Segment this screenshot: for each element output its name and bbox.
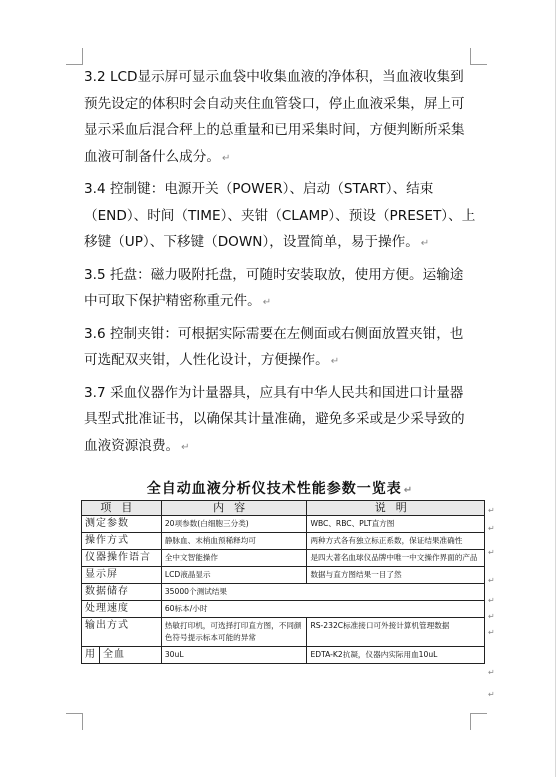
page-edge <box>555 0 556 777</box>
row-item: 处理速度 <box>82 601 162 618</box>
row-group: 用 <box>82 647 100 664</box>
row-note: EDTA-K2抗凝，仪器内实际用血10uL <box>307 647 485 664</box>
paragraph-3-7 <box>84 380 476 462</box>
header-content: 内容 <box>161 501 307 516</box>
crop-mark-top-left <box>66 48 83 65</box>
table-row <box>82 601 485 618</box>
table-row <box>82 584 485 601</box>
row-item: 全血 <box>100 647 162 664</box>
table-row <box>82 533 485 550</box>
paragraph-mark: ↵ <box>181 441 190 453</box>
spec-table <box>81 500 485 664</box>
row-content: 热敏打印机，可选择打印直方图，不同颜色符号提示标本可能的异常 <box>161 618 307 647</box>
row-note: 数据与直方图结果一目了然 <box>307 567 485 584</box>
row-content: 30uL <box>161 647 307 664</box>
table-row <box>82 567 485 584</box>
row-item: 操作方式 <box>82 533 162 550</box>
paragraph-mark: ↵ <box>262 297 272 308</box>
paragraph-3-2 <box>84 64 476 172</box>
table-row <box>82 618 485 647</box>
row-end-mark: ↵ <box>488 612 495 621</box>
row-item: 数据储存 <box>82 584 162 601</box>
table-title <box>84 478 476 498</box>
paragraph-text: 3.7 采血仪器作为计量器具，应具有中华人民共和国进口计量器具型式批准证书，以确保其计量准确，避免多采或是少采导致的血液资源浪费。 <box>84 384 465 454</box>
row-content: 全中文智能操作 <box>161 550 307 567</box>
row-end-mark: ↵ <box>488 506 495 515</box>
row-note: 两种方式各有独立标正系数，保证结果准确性 <box>307 533 485 550</box>
table-row <box>82 550 485 567</box>
row-item: 输出方式 <box>82 618 162 647</box>
row-end-mark: ↵ <box>488 524 495 533</box>
row-end-mark: ↵ <box>488 668 495 677</box>
paragraph-mark: ↵ <box>403 485 414 496</box>
crop-mark-bottom-left <box>66 713 83 730</box>
paragraph-text: 3.2 LCD显示屏可显示血袋中收集血液的净体积，当血液收集到预先设定的体积时会自动夹住血管袋口，停止血液采集，屏上可显示采血后混合秤上的总重量和已用采集时间，方便判断所采集血液可制备什么成分。 <box>84 69 465 165</box>
row-item: 测定参数 <box>82 516 162 533</box>
row-note: RS-232C标准接口可外接计算机管理数据 <box>307 618 485 647</box>
row-content: 20项参数(白细胞三分类) <box>161 516 307 533</box>
paragraph-3-5 <box>84 262 476 317</box>
table-row <box>82 647 485 664</box>
row-end-mark: ↵ <box>488 596 495 605</box>
paragraph-3-4 <box>84 176 476 258</box>
paragraph-mark: ↵ <box>221 152 231 164</box>
paragraph-3-6 <box>84 321 476 376</box>
paragraph-mark: ↵ <box>420 238 430 249</box>
paragraph-text: 3.4 控制键：电源开关（POWER）、启动（START）、结束（END）、时间（TIME）、夹钳（CLAMP）、预设（PRESET）、上移键（UP）、下移键（DOWN），设置简单，易于操作。 <box>84 181 476 250</box>
body-text <box>84 64 476 465</box>
row-end-mark: ↵ <box>488 628 495 637</box>
header-note: 说明 <box>307 501 485 516</box>
paragraph-mark: ↵ <box>330 356 340 367</box>
table-header-row <box>82 501 485 516</box>
row-content: 60标本/小时 <box>161 601 484 618</box>
row-content: LCD液晶显示 <box>161 567 307 584</box>
row-item: 仪器操作语言 <box>82 550 162 567</box>
row-end-mark: ↵ <box>488 576 495 585</box>
row-content: 35000个测试结果 <box>161 584 484 601</box>
paragraph-text: 3.6 控制夹钳：可根据实际需要在左侧面或右侧面放置夹钳，也可选配双夹钳，人性化设计，方便操作。 <box>84 325 464 368</box>
crop-mark-bottom-right <box>470 713 487 730</box>
row-content: 静脉血、末梢血预稀释均可 <box>161 533 307 550</box>
table-title-text: 全自动血液分析仪技术性能参数一览表 <box>146 481 402 497</box>
row-end-mark: ↵ <box>488 690 495 699</box>
header-item: 项目 <box>82 501 162 516</box>
paragraph-text: 3.5 托盘：磁力吸附托盘，可随时安装取放，使用方便。运输途中可取下保护精密称重元件。 <box>84 266 464 309</box>
row-note: WBC、RBC、PLT直方图 <box>307 516 485 533</box>
row-end-mark: ↵ <box>488 548 495 557</box>
table-row <box>82 516 485 533</box>
crop-mark-top-right <box>470 48 487 65</box>
row-note: 是四大著名血球仪品牌中唯一中文操作界面的产品 <box>307 550 485 567</box>
row-item: 显示屏 <box>82 567 162 584</box>
